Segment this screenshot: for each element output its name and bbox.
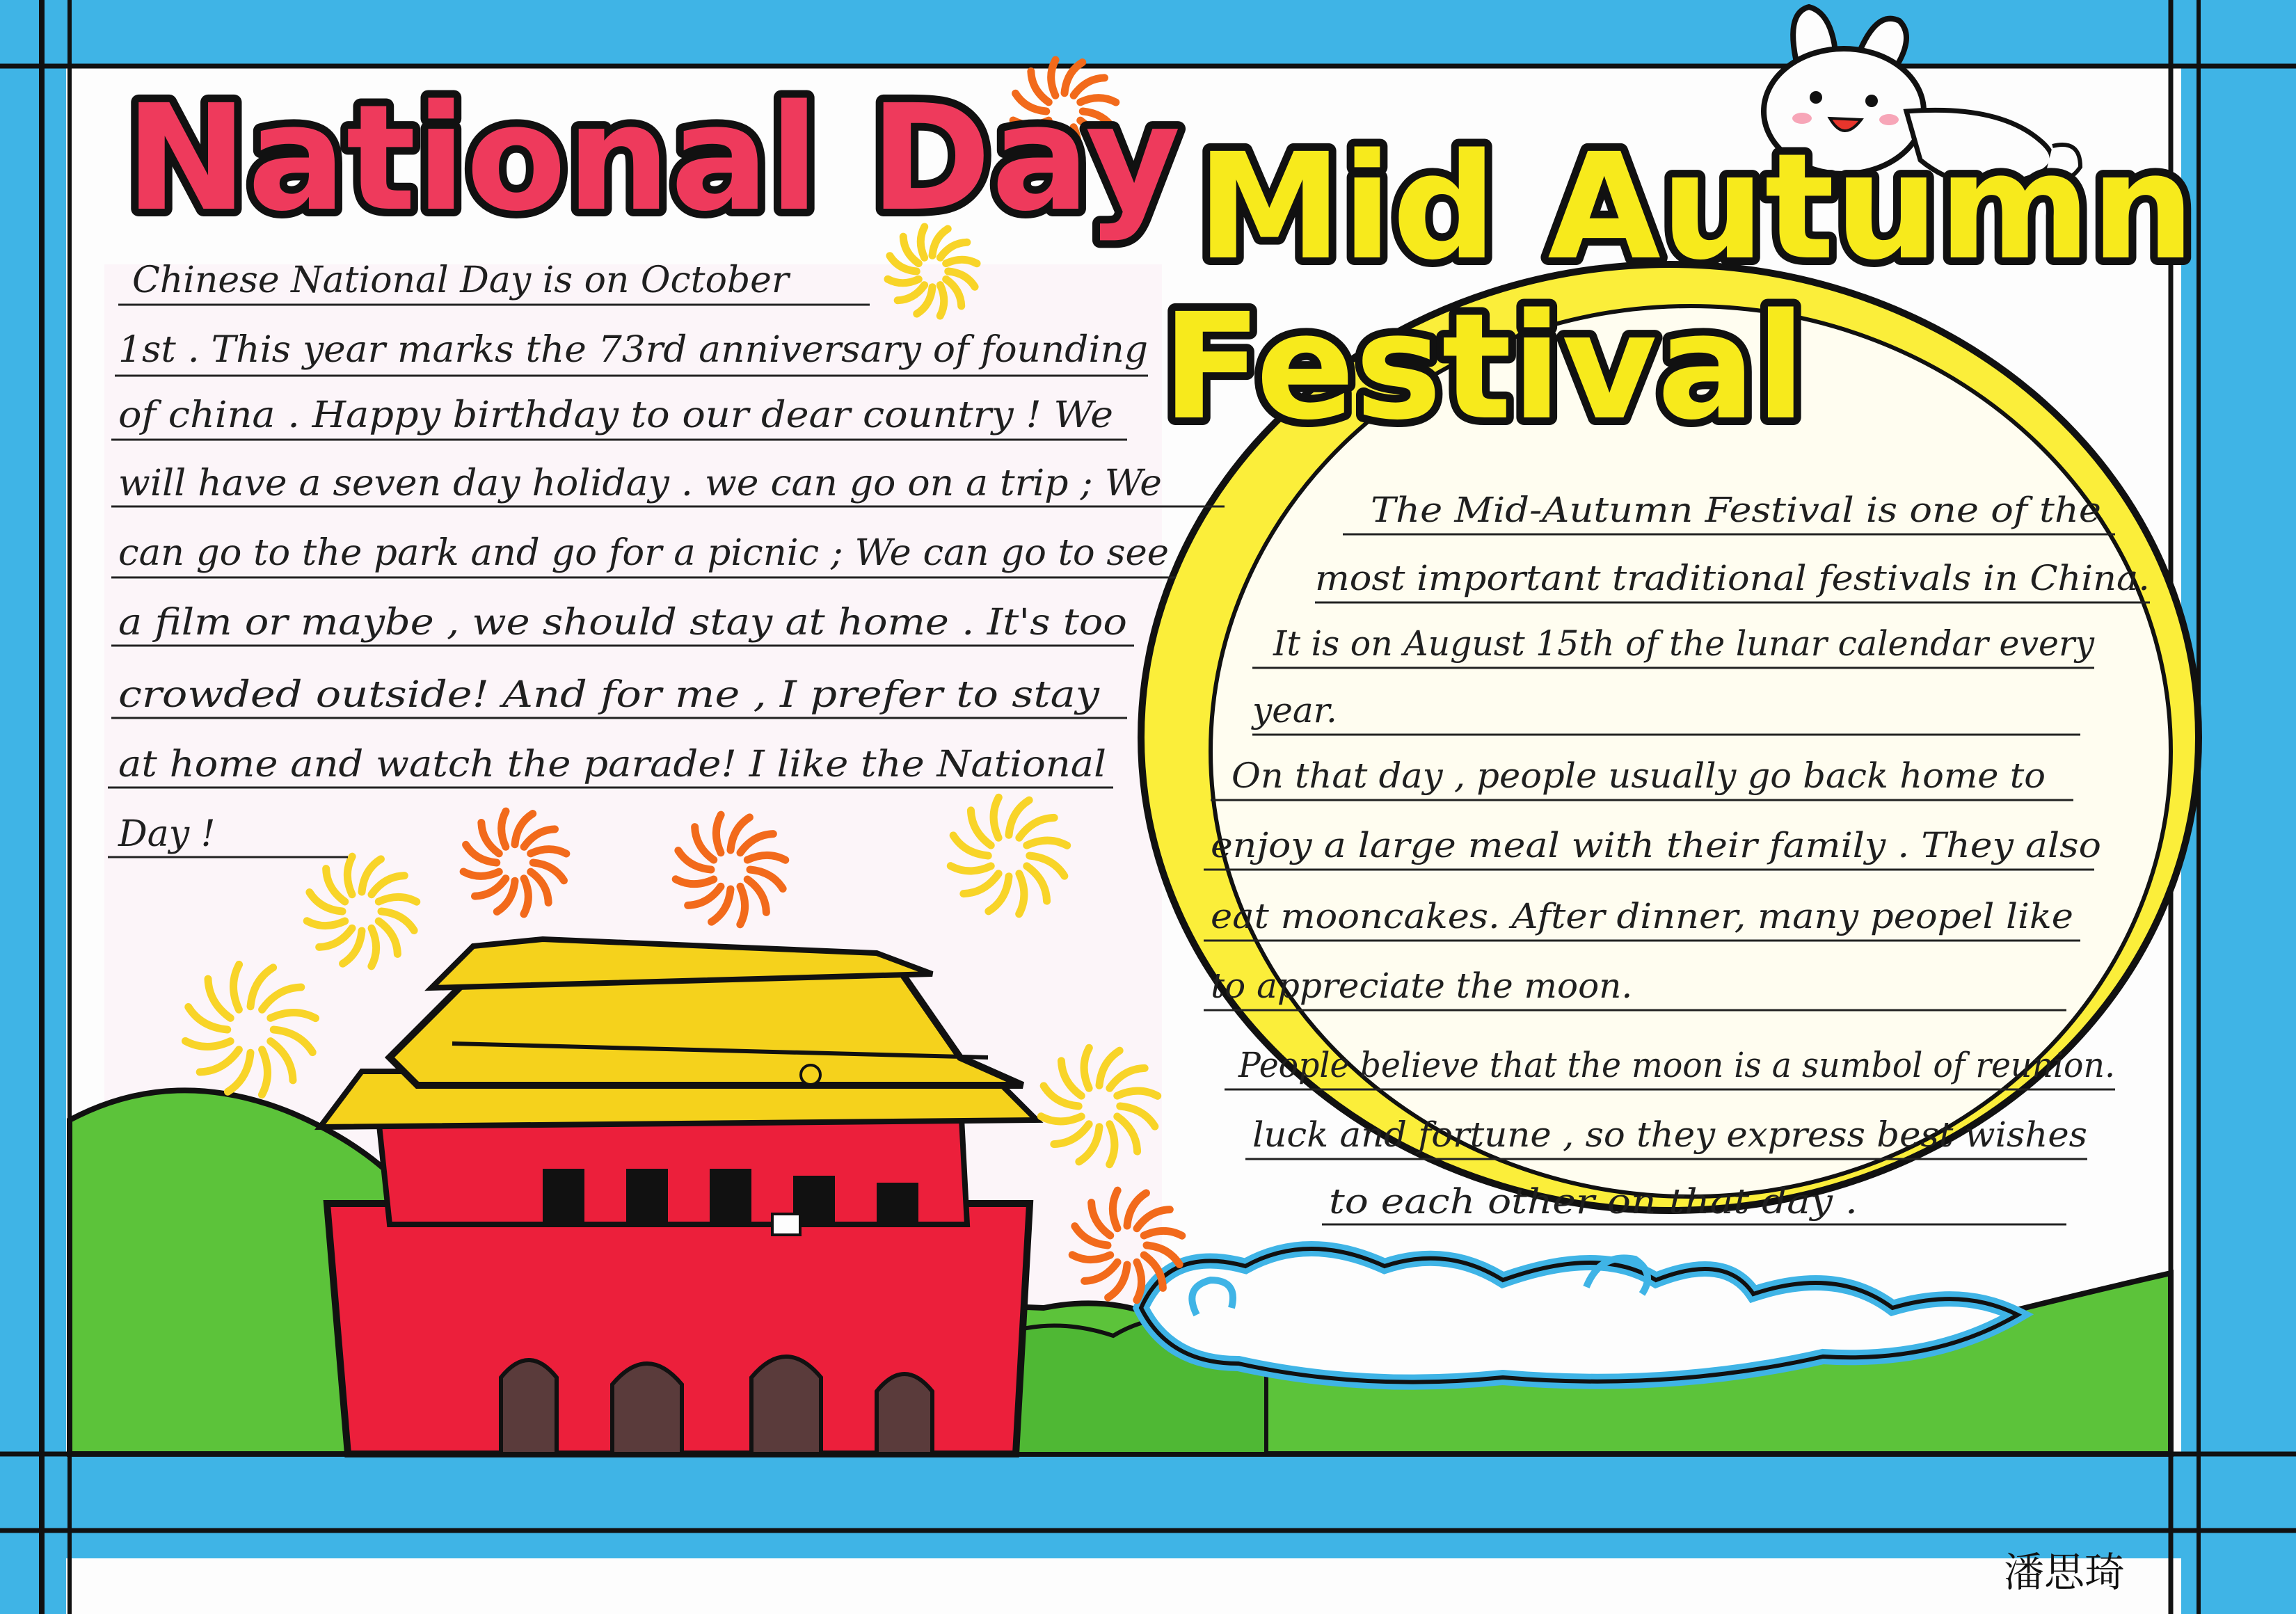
national-day-line: a film or maybe , we should stay at home . It's too [118,602,1128,644]
national-day-line: will have a seven day holiday . we can go on a trip ; We [118,463,1162,504]
national-day-line: of china . Happy birthday to our dear country ! We [118,394,1113,436]
mid-autumn-line: enjoy a large meal with their family . They also [1211,825,2101,865]
mid-autumn-line: People believe that the moon is a sumbol of reunion. [1238,1045,2115,1085]
national-day-line: can go to the park and go for a picnic ; We can go to see [118,532,1169,574]
mid-autumn-line: year. [1252,690,1337,730]
national-day-paragraph [118,259,1169,855]
mid-autumn-title-line2: Festival [1162,282,1806,452]
national-day-line: at home and watch the parade! I like the National [118,744,1106,785]
national-day-line: crowded outside! And for me , I prefer to stay [118,674,1100,716]
signature: 潘思琦 [2004,1549,2126,1596]
mid-autumn-line: luck and fortune , so they express best wishes [1252,1114,2087,1155]
mid-autumn-line: The Mid-Autumn Festival is one of the [1371,490,2101,530]
national-day-line: Day ! [118,813,216,855]
national-day-line: Chinese National Day is on October [132,259,789,301]
mid-autumn-title-line1: Mid Autumn [1197,122,2195,292]
tiananmen-gate-icon [320,939,1037,1454]
mid-autumn-line: eat mooncakes. After dinner, many peopel like [1211,896,2073,936]
cloud-icon [1141,1249,2018,1382]
mid-autumn-line: to appreciate the moon. [1211,966,1633,1006]
mid-autumn-line: On that day , people usually go back home to [1231,756,2046,796]
national-day-title: National Day [125,73,1181,243]
mid-autumn-line: It is on August 15th of the lunar calendar every [1273,623,2095,664]
mid-autumn-line: most important traditional festivals in China. [1315,558,2150,598]
national-day-line: 1st . This year marks the 73rd anniversary of founding [118,329,1148,371]
mid-autumn-line: to each other on that day . [1329,1181,1858,1222]
